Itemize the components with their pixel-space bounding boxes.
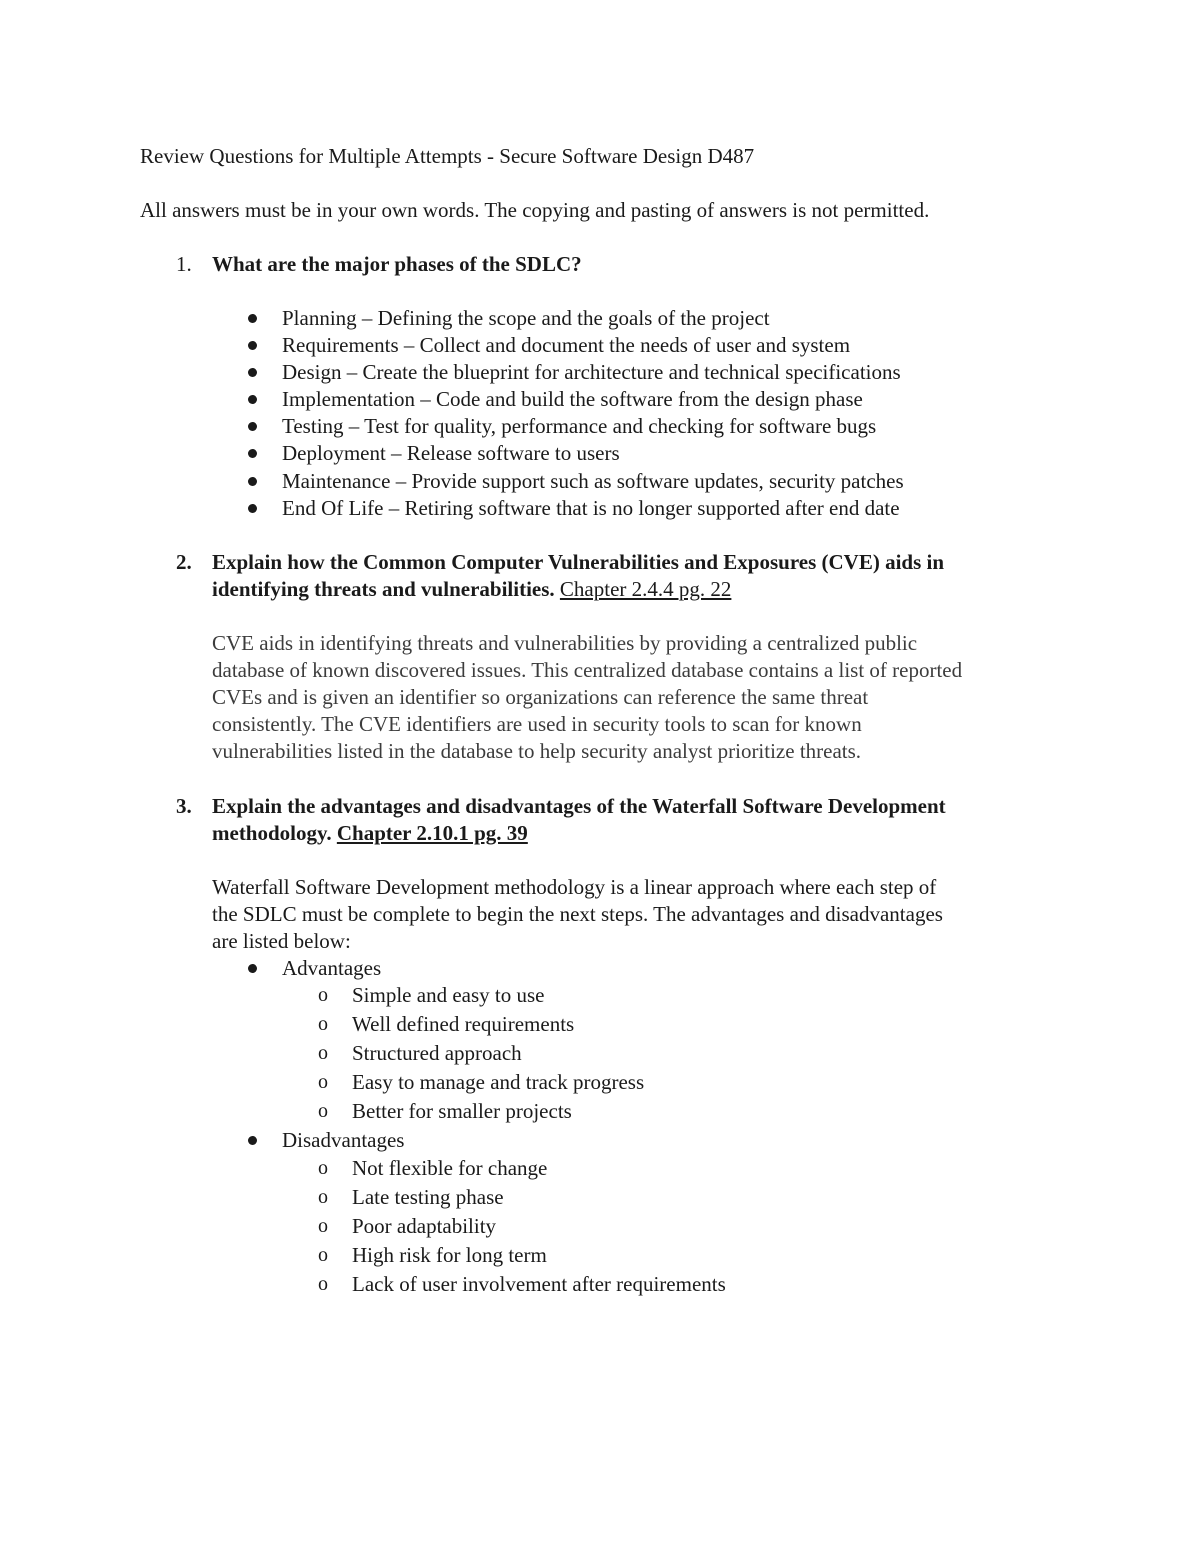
sub-bullet-icon: o [318, 1042, 328, 1064]
list-item: Maintenance – Provide support such as software updates, security patches [282, 469, 904, 493]
list-item: Implementation – Code and build the software from the design phase [282, 387, 863, 411]
list-item: High risk for long term [352, 1243, 547, 1267]
bullet-icon [248, 504, 257, 513]
sub-bullet-icon: o [318, 1273, 328, 1295]
sub-bullet-icon: o [318, 1013, 328, 1035]
question-2-number: 2. [176, 550, 192, 574]
question-2-text-line-2 [212, 576, 731, 603]
list-item: Structured approach [352, 1041, 522, 1065]
bullet-icon [248, 477, 257, 486]
question-3-text-line-1: Explain the advantages and disadvantages of the Waterfall Software Development [212, 794, 946, 818]
bullet-icon [248, 368, 257, 377]
list-item: Planning – Defining the scope and the goals of the project [282, 306, 770, 330]
list-item: Late testing phase [352, 1185, 504, 1209]
question-1-text: What are the major phases of the SDLC? [212, 252, 582, 276]
list-item: Requirements – Collect and document the needs of user and system [282, 333, 851, 357]
answer-line: are listed below: [212, 929, 351, 953]
bullet-icon [248, 395, 257, 404]
bullet-icon [248, 422, 257, 431]
list-item: Easy to manage and track progress [352, 1070, 645, 1094]
answer-line: vulnerabilities listed in the database to help security analyst prioritize threats. [212, 739, 862, 763]
list-item: Lack of user involvement after requirements [352, 1272, 726, 1296]
bullet-icon [248, 449, 257, 458]
sub-bullet-icon: o [318, 1071, 328, 1093]
question-3-reference: Chapter 2.10.1 pg. 39 [336, 821, 528, 845]
question-1-number: 1. [176, 252, 192, 276]
answer-line: Waterfall Software Development methodology is a linear approach where each step of [212, 875, 937, 899]
list-item: Poor adaptability [352, 1214, 497, 1238]
answer-line: CVE aids in identifying threats and vulnerabilities by providing a centralized public [212, 631, 918, 655]
bullet-icon [248, 314, 257, 323]
sub-bullet-icon: o [318, 1244, 328, 1266]
bullet-icon [248, 964, 257, 973]
instructions-text: All answers must be in your own words. The copying and pasting of answers is not permitted. [140, 198, 930, 222]
answer-line: consistently. The CVE identifiers are used in security tools to scan for known [212, 712, 862, 736]
sub-bullet-icon: o [318, 1157, 328, 1179]
question-3-number: 3. [176, 794, 192, 818]
list-item: Testing – Test for quality, performance and checking for software bugs [282, 414, 877, 438]
sub-bullet-icon: o [318, 1215, 328, 1237]
list-item: Better for smaller projects [352, 1099, 572, 1123]
question-2-text-line-1: Explain how the Common Computer Vulnerabilities and Exposures (CVE) aids in [212, 550, 945, 574]
question-2-text-line-2-body: identifying threats and vulnerabilities. [212, 577, 560, 601]
answer-line: database of known discovered issues. This centralized database contains a list of reported [212, 658, 963, 682]
list-item: Well defined requirements [352, 1012, 575, 1036]
question-2-reference: Chapter 2.4.4 pg. 22 [559, 577, 732, 601]
sub-bullet-icon: o [318, 984, 328, 1006]
question-3-text-line-2-body: methodology. [212, 821, 337, 845]
sub-bullet-icon: o [318, 1100, 328, 1122]
advantages-label: Advantages [282, 956, 382, 980]
question-3-text-line-2 [212, 820, 528, 847]
answer-line: CVEs and is given an identifier so organizations can reference the same threat [212, 685, 869, 709]
bullet-icon [248, 341, 257, 350]
document-title: Review Questions for Multiple Attempts - Secure Software Design D487 [140, 144, 755, 168]
answer-line: the SDLC must be complete to begin the next steps. The advantages and disadvantages [212, 902, 943, 926]
list-item: Simple and easy to use [352, 983, 545, 1007]
bullet-icon [248, 1136, 257, 1145]
list-item: Deployment – Release software to users [282, 441, 620, 465]
list-item: Design – Create the blueprint for architecture and technical specifications [282, 360, 901, 384]
list-item: End Of Life – Retiring software that is no longer supported after end date [282, 496, 900, 520]
disadvantages-label: Disadvantages [282, 1128, 405, 1152]
list-item: Not flexible for change [352, 1156, 548, 1180]
sub-bullet-icon: o [318, 1186, 328, 1208]
